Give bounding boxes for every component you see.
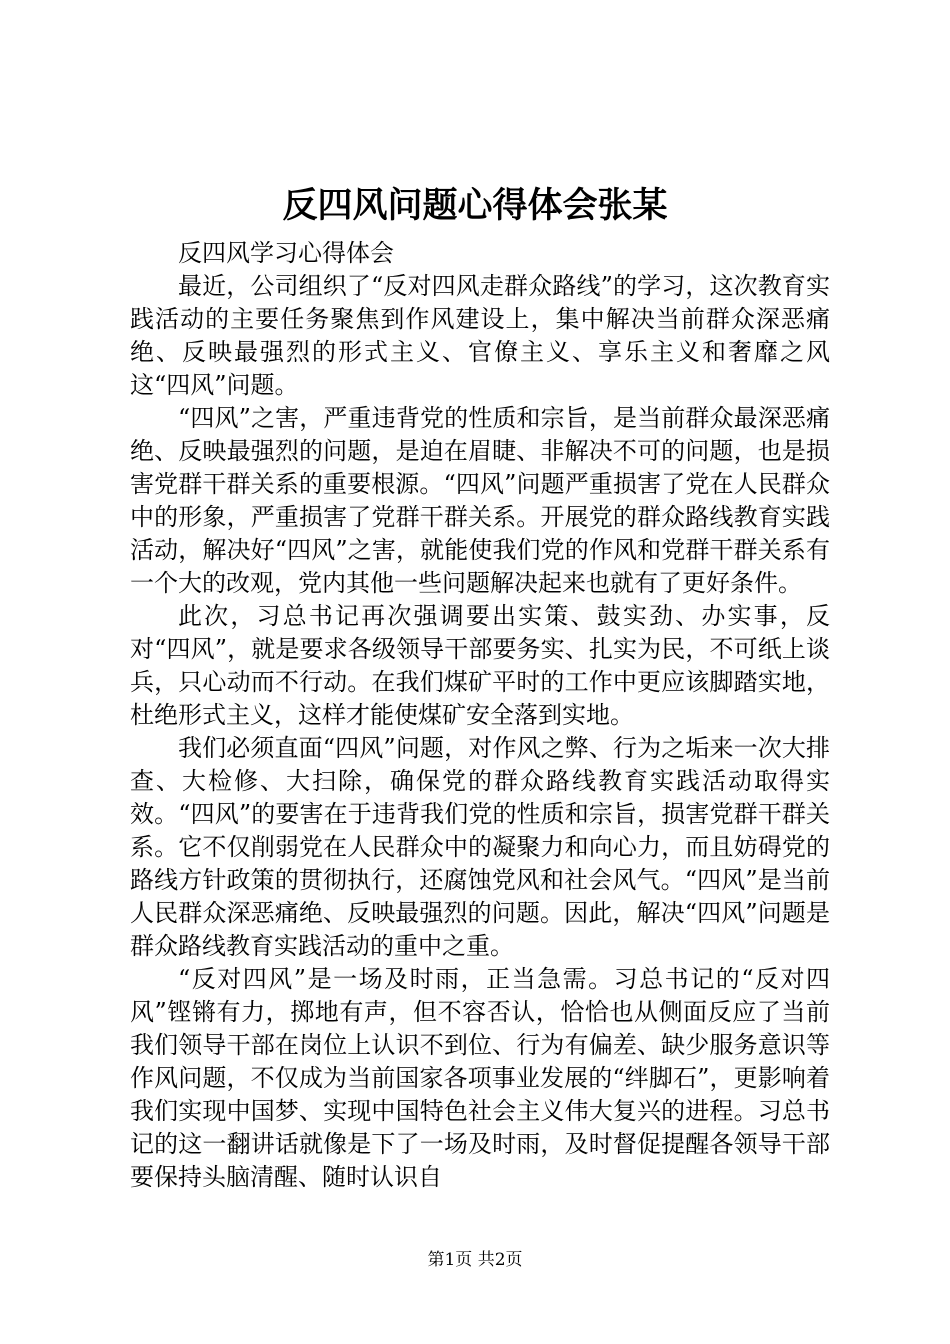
paragraph-5: “反对四风”是一场及时雨，正当急需。习总书记的“反对四风”铿锵有力，掷地有声，但不容否认，恰恰也从侧面反应了当前我们领导干部在岗位上认识不到位、行为有偏差、缺少服务意识等作风问题，不仅成为当前国家各项事业发展的“绊脚石”，更影响着我们实现中国梦、实现中国特色社会主义伟大复兴的进程。习总书记的这一翻讲话就像是下了一场及时雨，及时督促提醒各领导干部要保持头脑清醒、随时认识自	[130, 965, 830, 1191]
document-title: 反四风问题心得体会张某	[282, 185, 668, 226]
subtitle-line: 反四风学习心得体会	[178, 239, 394, 267]
paragraph-3: 此次，习总书记再次强调要出实策、鼓实劲、办实事，反对“四风”，就是要求各级领导干部要务实、扎实为民，不可纸上谈兵，只心动而不行动。在我们煤矿平时的工作中更应该脚踏实地，杜绝形式主义，这样才能使煤矿安全落到实地。	[130, 602, 830, 729]
paragraph-1: 最近，公司组织了“反对四风走群众路线”的学习，这次教育实践活动的主要任务聚焦到作风建设上，集中解决当前群众深恶痛绝、反映最强烈的形式主义、官僚主义、享乐主义和奢靡之风这“四风”问题。	[130, 272, 830, 399]
paragraph-2: “四风”之害，严重违背党的性质和宗旨，是当前群众最深恶痛绝、反映最强烈的问题，是迫在眉睫、非解决不可的问题，也是损害党群干群关系的重要根源。“四风”问题严重损害了党在人民群众中的形象，严重损害了党群干群关系。开展党的群众路线教育实践活动，解决好“四风”之害，就能使我们党的作风和党群干群关系有一个大的改观，党内其他一些问题解决起来也就有了更好条件。	[130, 404, 830, 597]
page-number-footer: 第1页 共2页	[427, 1250, 523, 1270]
paragraph-4: 我们必须直面“四风”问题，对作风之弊、行为之垢来一次大排查、大检修、大扫除，确保党的群众路线教育实践活动取得实效。“四风”的要害在于违背我们党的性质和宗旨，损害党群干群关系。它不仅削弱党在人民群众中的凝聚力和向心力，而且妨碍党的路线方针政策的贯彻执行，还腐蚀党风和社会风气。“四风”是当前人民群众深恶痛绝、反映最强烈的问题。因此，解决“四风”问题是群众路线教育实践活动的重中之重。	[130, 734, 830, 960]
document-body	[130, 237, 830, 1194]
